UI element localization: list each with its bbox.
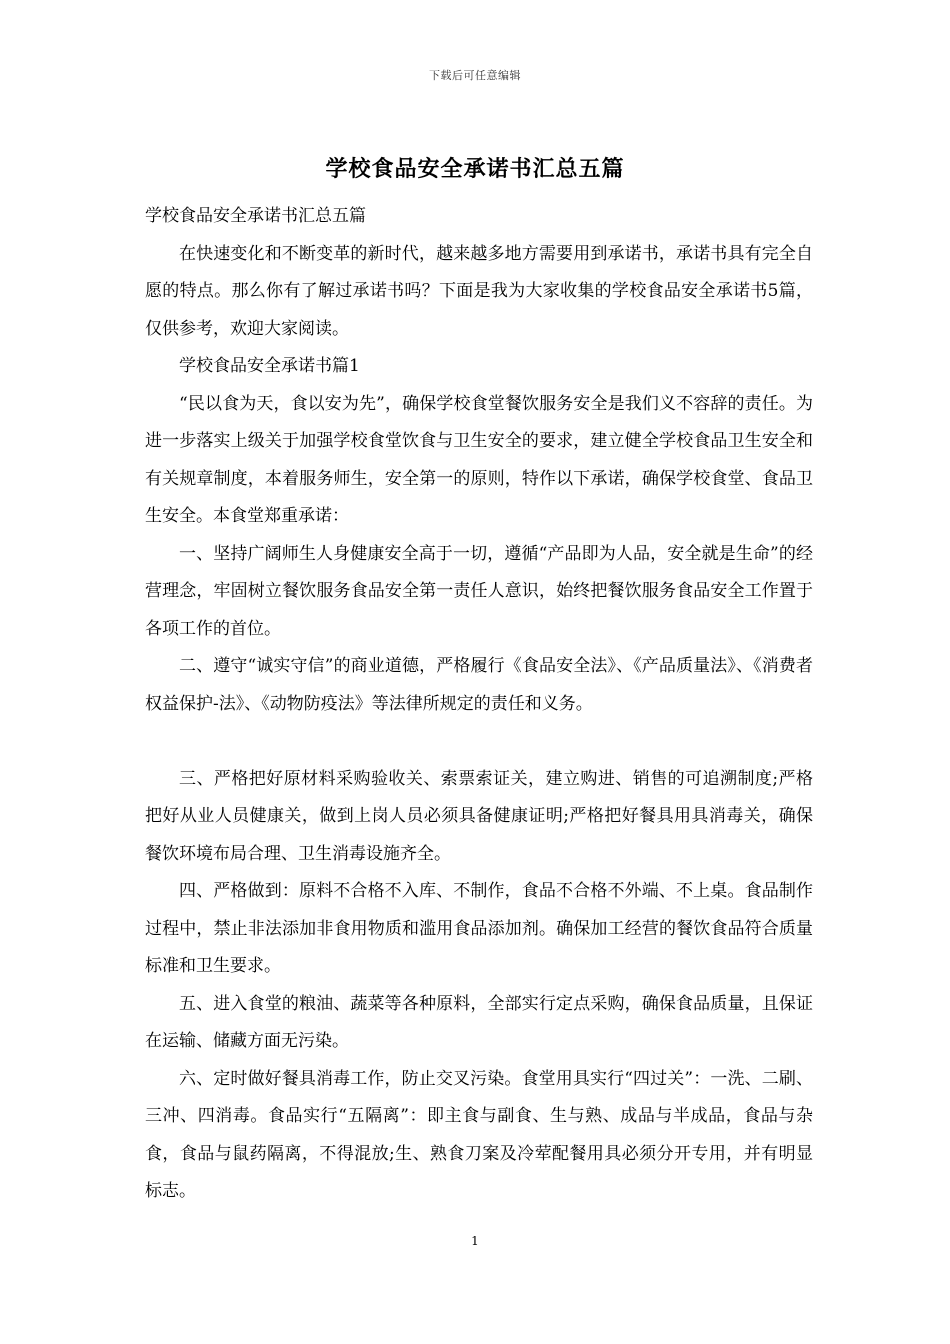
- page-number: 1: [471, 1234, 479, 1248]
- intro-paragraph: 在快速变化和不断变革的新时代，越来越多地方需要用到承诺书，承诺书具有完全自愿的特点。那么你有了解过承诺书吗？下面是我为大家收集的学校食品安全承诺书5篇，仅供参考，欢迎大家阅读。: [145, 243, 813, 339]
- document-title: 学校食品安全承诺书汇总五篇: [325, 156, 625, 182]
- document-body: [145, 198, 813, 1211]
- commitment-item-6: 六、定时做好餐具消毒工作，防止交叉污染。食堂用具实行“四过关”：一洗、二刷、三冲、四消毒。食品实行“五隔离”：即主食与副食、生与熟、成品与半成品，食品与杂食，食品与鼠药隔离，不得混放;生、熟食刀案及冷荤配餐用具必须分开专用，并有明显标志。: [145, 1068, 813, 1201]
- document-subtitle: 学校食品安全承诺书汇总五篇: [145, 206, 366, 226]
- commitment-item-1: 一、坚持广阔师生人身健康安全高于一切，遵循“产品即为人品，安全就是生命”的经营理念，牢固树立餐饮服务食品安全第一责任人意识，始终把餐饮服务食品安全工作置于各项工作的首位。: [145, 543, 813, 639]
- section-heading: 学校食品安全承诺书篇1: [179, 356, 360, 376]
- commitment-item-4: 四、严格做到：原料不合格不入库、不制作，食品不合格不外端、不上桌。食品制作过程中，禁止非法添加非食用物质和滥用食品添加剂。确保加工经营的餐饮食品符合质量标准和卫生要求。: [145, 881, 813, 976]
- commitment-item-5: 五、进入食堂的粮油、蔬菜等各种原料，全部实行定点采购，确保食品质量，且保证在运输、储藏方面无污染。: [145, 993, 813, 1051]
- commitment-item-2: 二、遵守“诚实守信”的商业道德，严格履行《食品安全法》、《产品质量法》、《消费者权益保护-法》、《动物防疫法》等法律所规定的责任和义务。: [145, 656, 813, 714]
- paragraph-spacer: [145, 723, 813, 761]
- page-header-note: 下载后可任意编辑: [429, 69, 521, 82]
- preamble-paragraph: “民以食为天，食以安为先”，确保学校食堂餐饮服务安全是我们义不容辞的责任。为进一步落实上级关于加强学校食堂饮食与卫生安全的要求，建立健全学校食品卫生安全和有关规章制度，本着服务师生，安全第一的原则，特作以下承诺，确保学校食堂、食品卫生安全。本食堂郑重承诺：: [145, 393, 813, 526]
- commitment-item-3: 三、严格把好原材料采购验收关、索票索证关，建立购进、销售的可追溯制度;严格把好从业人员健康关，做到上岗人员必须具备健康证明;严格把好餐具用具消毒关，确保餐饮环境布局合理、卫生消毒设施齐全。: [145, 768, 813, 864]
